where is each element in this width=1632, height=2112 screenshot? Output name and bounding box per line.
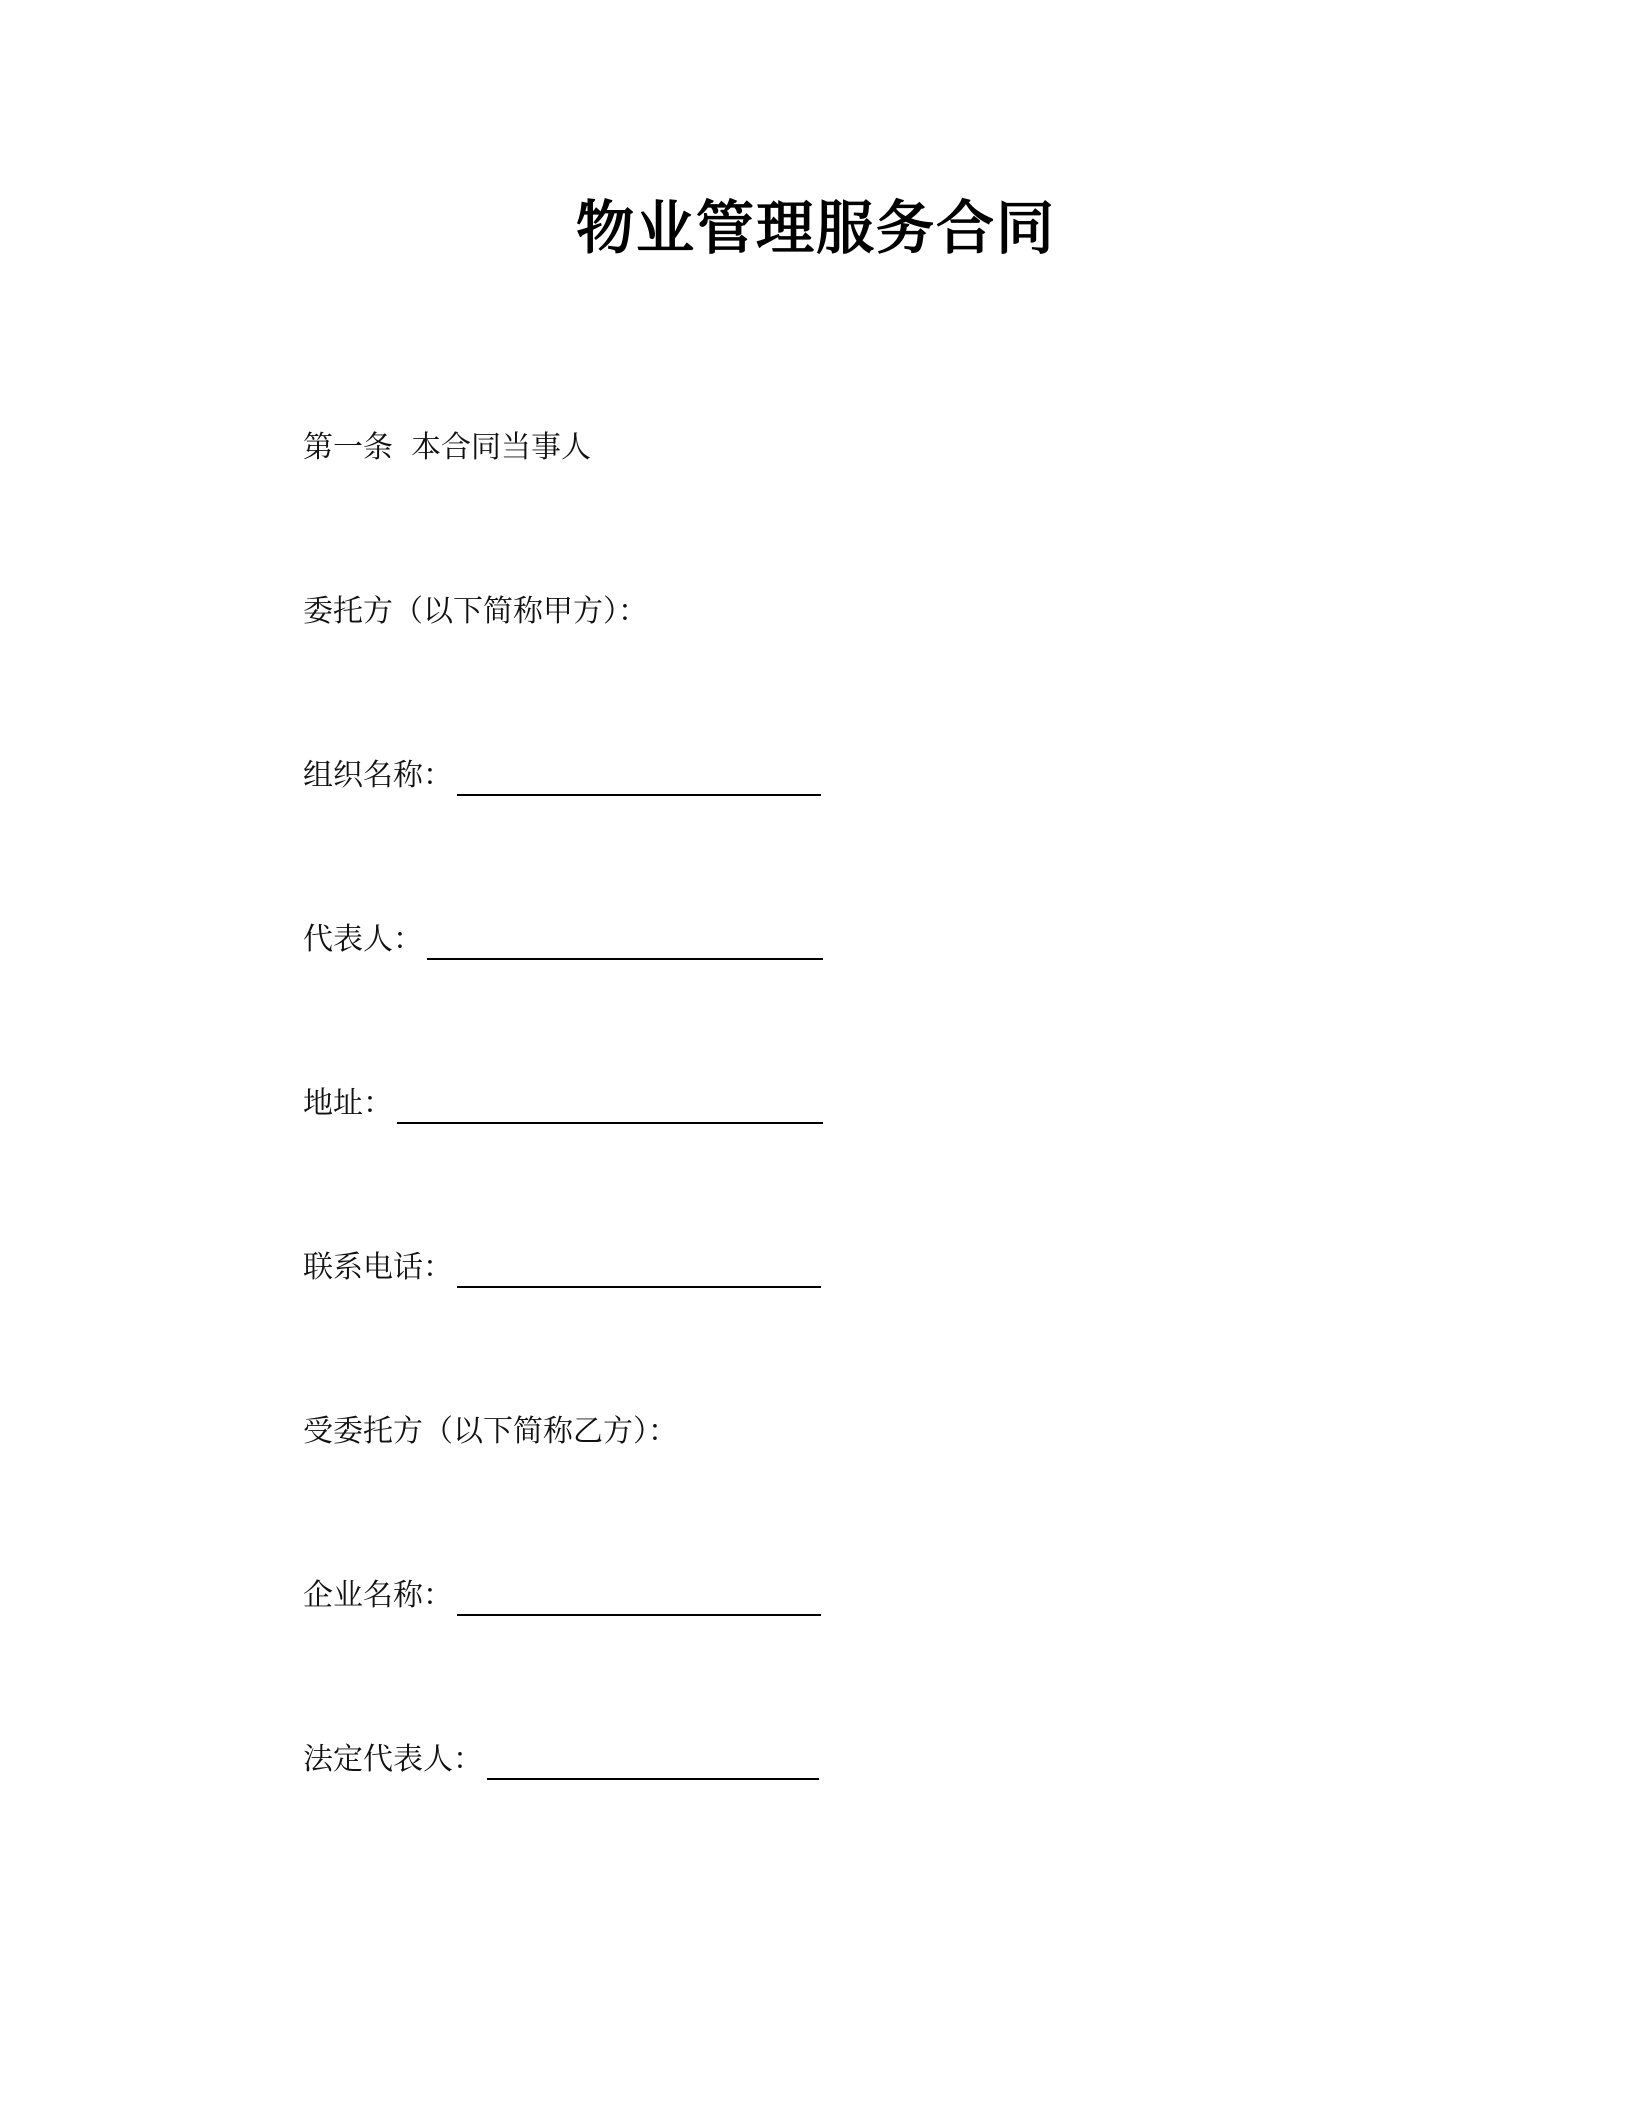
address-label: 地址：	[303, 1086, 393, 1121]
address-blank-line[interactable]	[397, 1090, 823, 1124]
phone-blank-line[interactable]	[457, 1254, 821, 1288]
legal-rep-label: 法定代表人：	[303, 1742, 483, 1777]
document-title: 物业管理服务合同	[575, 194, 1056, 262]
party-b-legal-rep-row	[303, 1730, 819, 1780]
party-b-heading	[303, 1402, 678, 1452]
party-b-heading-text: 受委托方（以下简称乙方）：	[303, 1414, 678, 1449]
party-a-phone-row	[303, 1238, 821, 1288]
representative-blank-line[interactable]	[427, 926, 823, 960]
article-1-heading	[303, 418, 591, 468]
company-name-label: 企业名称：	[303, 1578, 453, 1613]
article-number: 第一条	[303, 430, 393, 465]
party-a-heading-text: 委托方（以下简称甲方）：	[303, 594, 648, 629]
legal-rep-blank-line[interactable]	[487, 1746, 819, 1780]
party-a-address-row	[303, 1074, 823, 1124]
party-a-representative-row	[303, 910, 823, 960]
party-a-heading	[303, 582, 648, 632]
party-a-org-name-row	[303, 746, 821, 796]
company-name-blank-line[interactable]	[457, 1582, 821, 1616]
org-name-blank-line[interactable]	[457, 762, 821, 796]
phone-label: 联系电话：	[303, 1250, 453, 1285]
org-name-label: 组织名称：	[303, 758, 453, 793]
representative-label: 代表人：	[303, 922, 423, 957]
party-b-company-name-row	[303, 1566, 821, 1616]
article-title: 本合同当事人	[411, 430, 591, 465]
